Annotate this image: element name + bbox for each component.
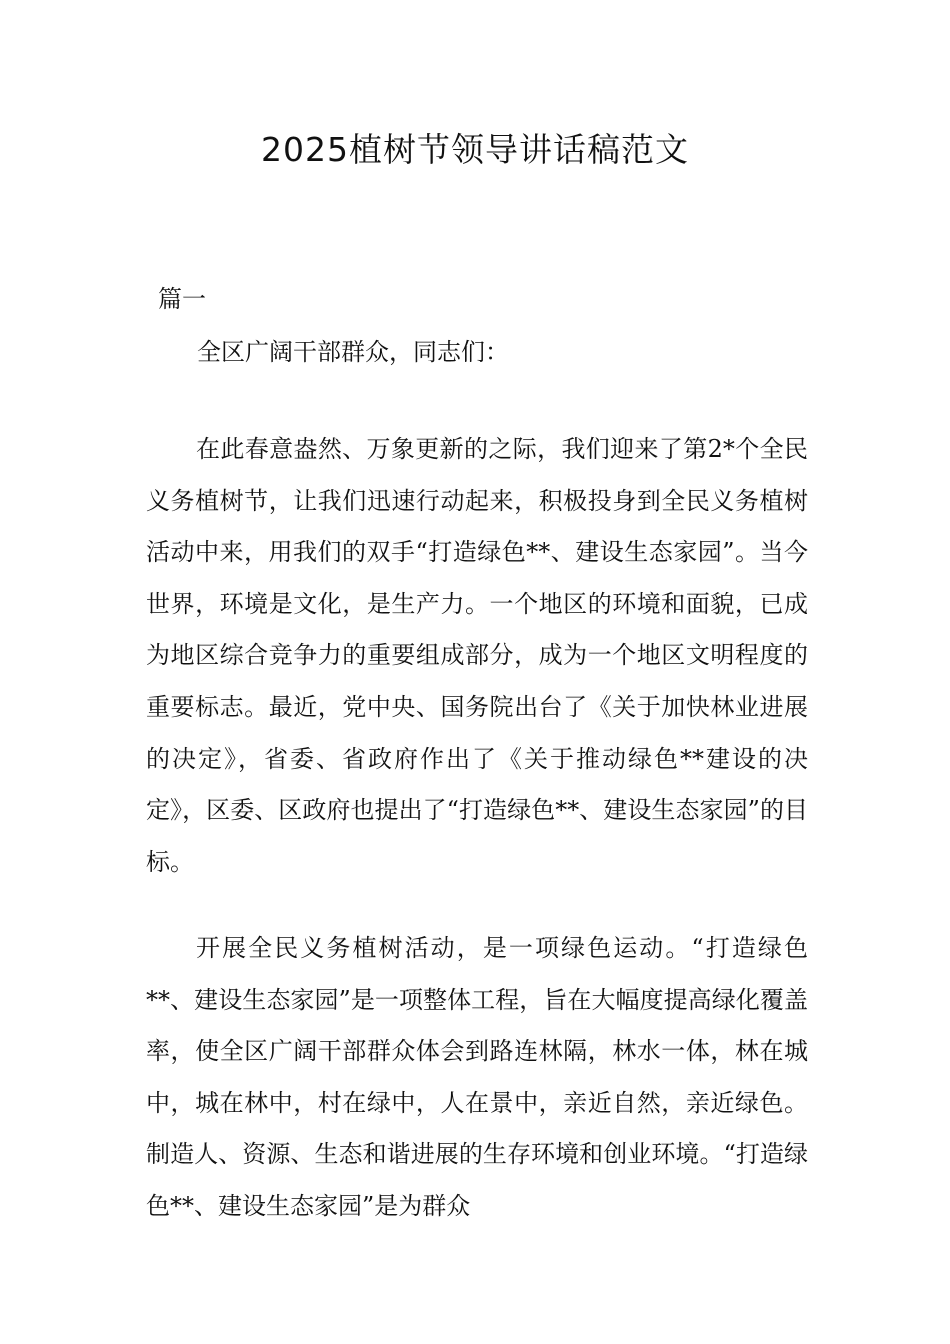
body-paragraph: 开展全民义务植树活动，是一项绿色运动。“打造绿色**、建设生态家园”是一项整体工程，旨在大幅度提高绿化覆盖率，使全区广阔干部群众体会到路连林隔，林水一体，林在城中，城在林中，村在绿中，人在景中，亲近自然，亲近绿色。制造人、资源、生态和谐进展的生存环境和创业环境。“打造绿色**、建设生态家园”是为群众 — [146, 934, 808, 1220]
salutation: 全区广阔干部群众，同志们： — [197, 338, 509, 366]
body-paragraph: 在此春意盎然、万象更新的之际，我们迎来了第2*个全民义务植树节，让我们迅速行动起来，积极投身到全民义务植树活动中来，用我们的双手“打造绿色**、建设生态家园”。当今世界，环境是文化，是生产力。一个地区的环境和面貌，已成为地区综合竞争力的重要组成部分，成为一个地区文明程度的重要标志。最近，党中央、国务院出台了《关于加快林业进展的决定》，省委、省政府作出了《关于推动绿色**建设的决定》，区委、区政府也提出了“打造绿色**、建设生态家园”的目标。 — [146, 435, 808, 876]
section-label: 篇一 — [158, 285, 206, 313]
document-title: 2025植树节领导讲话稿范文 — [261, 130, 689, 169]
